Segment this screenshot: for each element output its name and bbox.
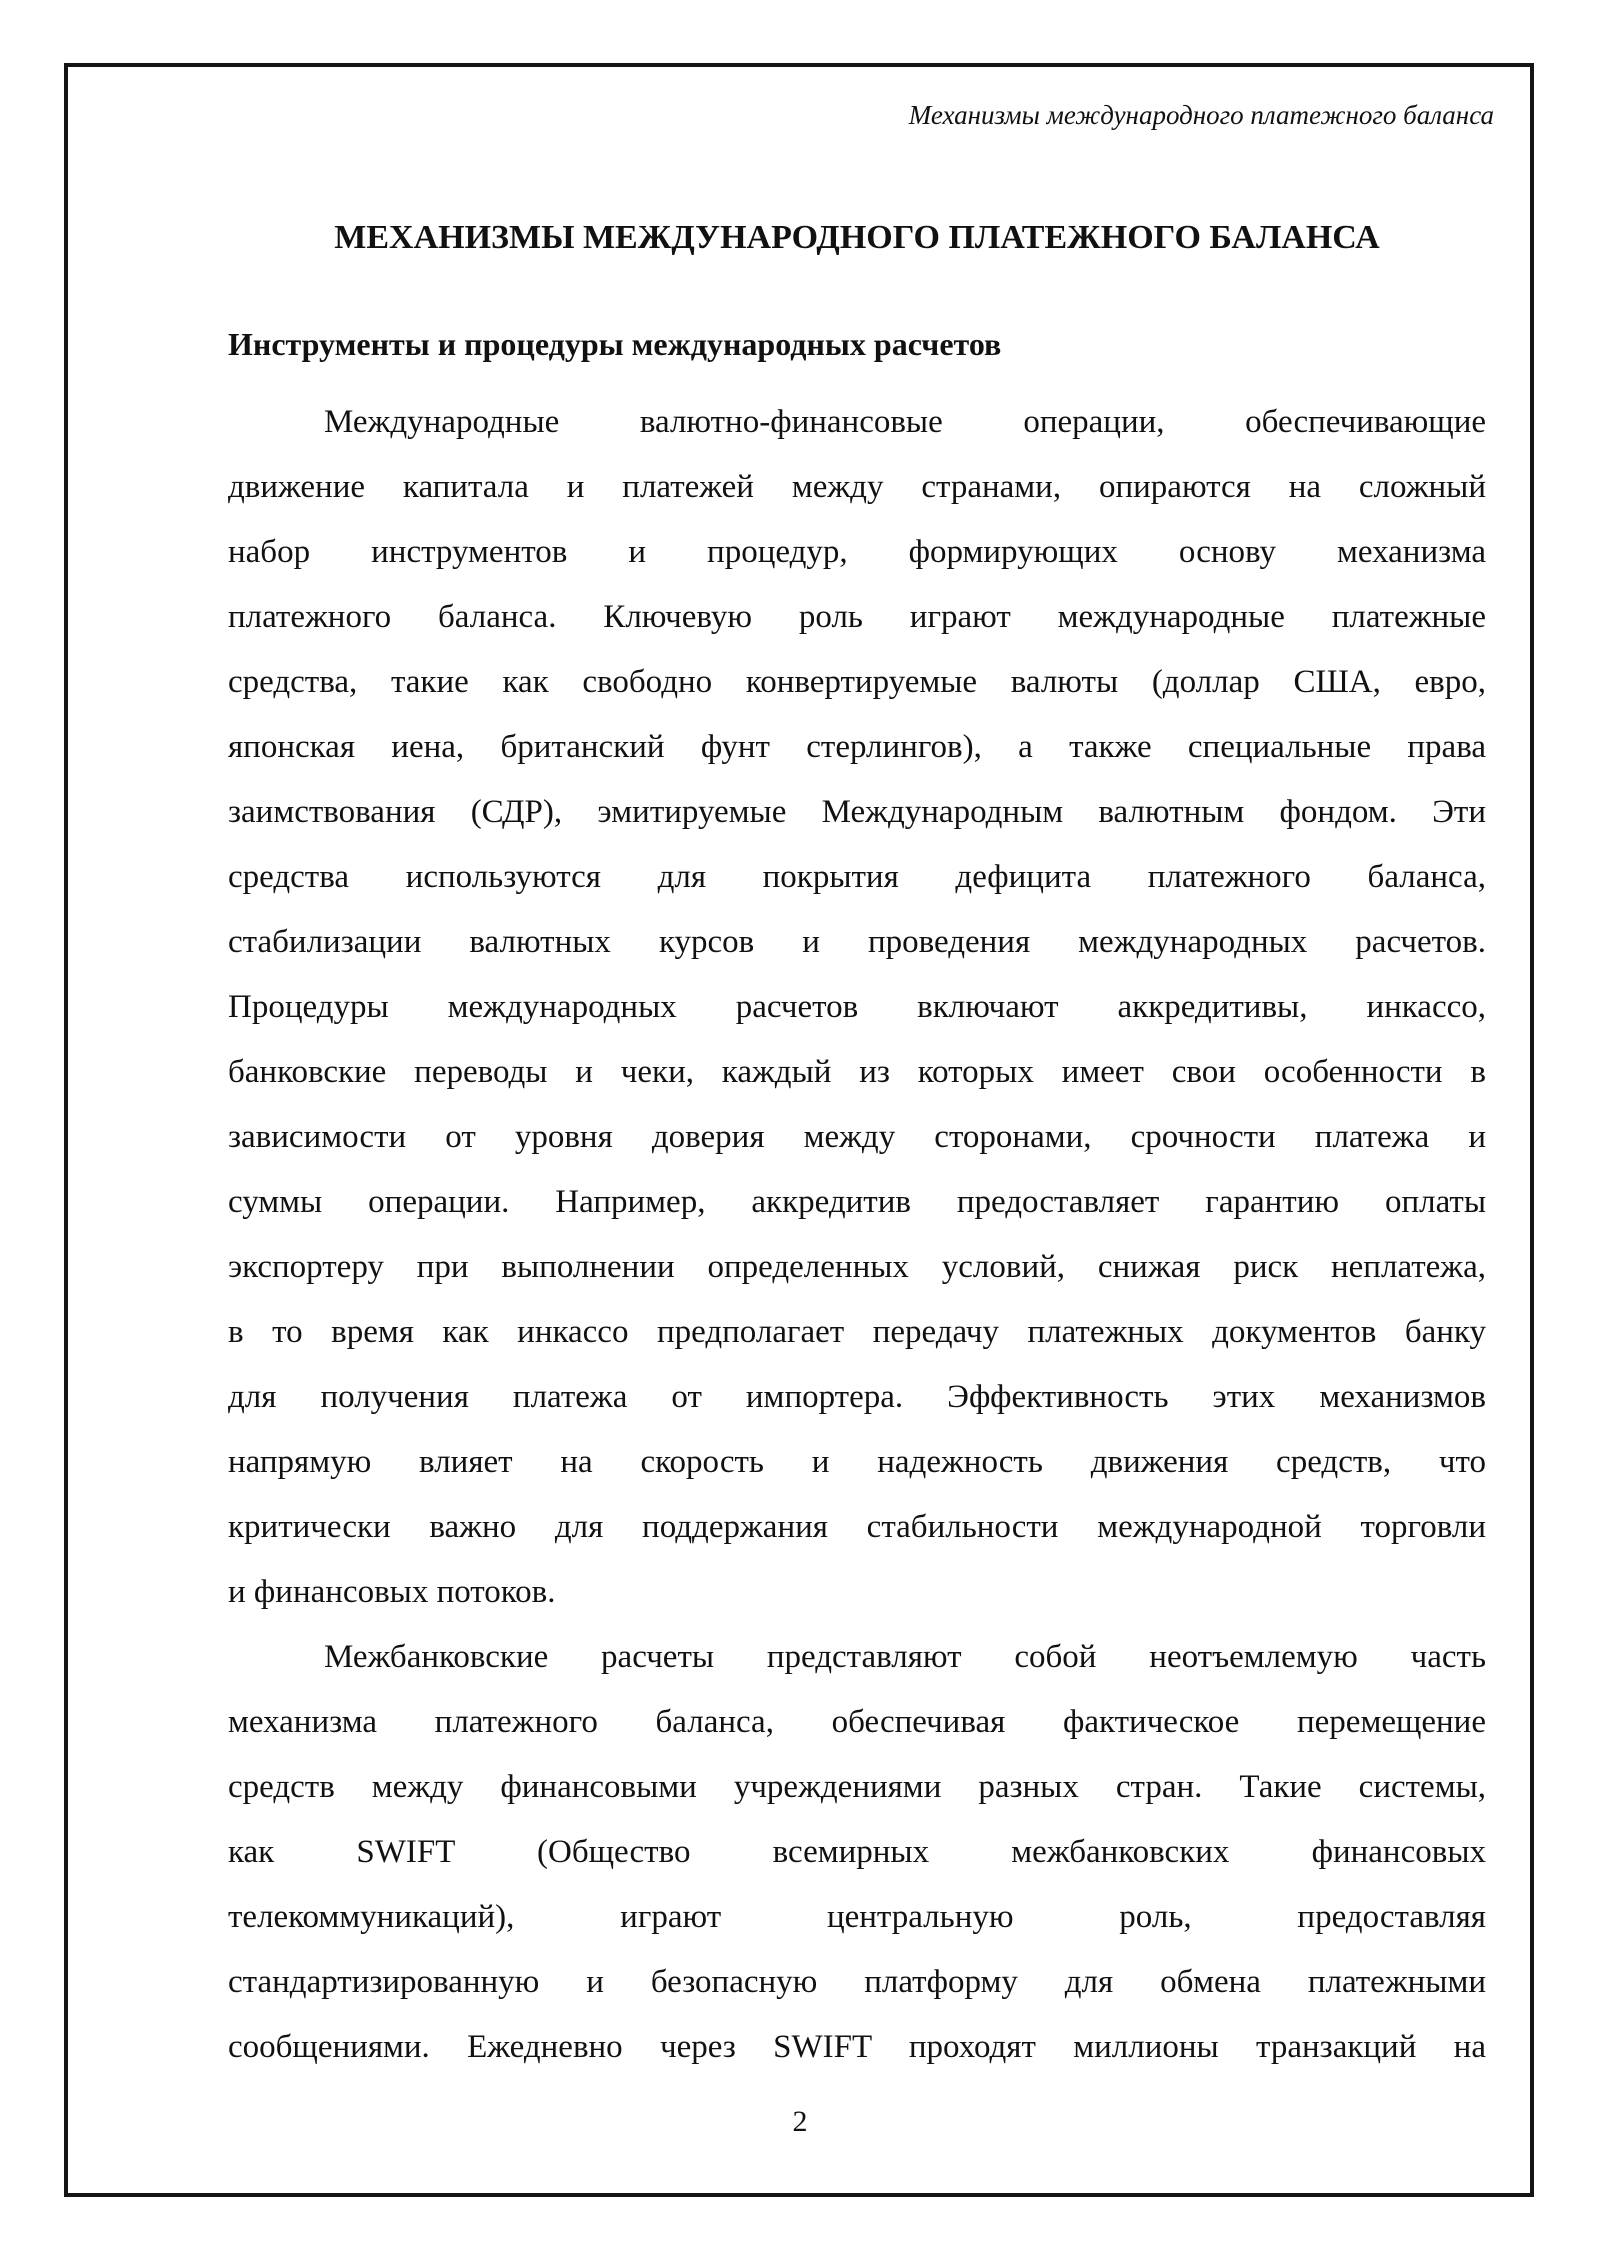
text-line: стабилизации валютных курсов и проведения международных расчетов. (228, 924, 1486, 960)
running-header: Механизмы международного платежного баланса (908, 100, 1494, 130)
text-line: заимствования (СДР), эмитируемые Международным валютным фондом. Эти (228, 794, 1486, 830)
text-line: суммы операции. Например, аккредитив предоставляет гарантию оплаты (228, 1184, 1486, 1220)
text-line: механизма платежного баланса, обеспечивая фактическое перемещение (228, 1704, 1486, 1740)
text-line: стандартизированную и безопасную платформу для обмена платежными (228, 1964, 1486, 2000)
text-line: и финансовых потоков. (228, 1574, 556, 1610)
text-line: экспортеру при выполнении определенных условий, снижая риск неплатежа, (228, 1249, 1486, 1285)
text-line: японская иена, британский фунт стерлингов), а также специальные права (228, 729, 1486, 765)
text-line: для получения платежа от импортера. Эффективность этих механизмов (228, 1379, 1486, 1415)
text-line: напрямую влияет на скорость и надежность движения средств, что (228, 1444, 1486, 1480)
text-line: в то время как инкассо предполагает передачу платежных документов банку (228, 1314, 1486, 1350)
text-line: Межбанковские расчеты представляют собой неотъемлемую часть (324, 1639, 1486, 1675)
text-line: сообщениями. Ежедневно через SWIFT проходят миллионы транзакций на (228, 2029, 1486, 2065)
section-heading: Инструменты и процедуры международных расчетов (228, 326, 1002, 362)
document-title: МЕХАНИЗМЫ МЕЖДУНАРОДНОГО ПЛАТЕЖНОГО БАЛАНСА (334, 219, 1380, 256)
text-line: средства используются для покрытия дефицита платежного баланса, (228, 859, 1486, 895)
text-line: банковские переводы и чеки, каждый из которых имеет свои особенности в (228, 1054, 1486, 1090)
text-line: средств между финансовыми учреждениями разных стран. Такие системы, (228, 1769, 1486, 1805)
paragraph-2 (228, 1625, 1486, 2080)
text-line: зависимости от уровня доверия между сторонами, срочности платежа и (228, 1119, 1486, 1155)
text-line: средства, такие как свободно конвертируемые валюты (доллар США, евро, (228, 664, 1486, 700)
document-body (228, 208, 1486, 2080)
text-line: Международные валютно-финансовые операции, обеспечивающие (324, 404, 1486, 440)
page-number: 2 (792, 2105, 808, 2138)
text-line: критически важно для поддержания стабильности международной торговли (228, 1509, 1486, 1545)
text-line: набор инструментов и процедур, формирующих основу механизма (228, 534, 1486, 570)
text-line: как SWIFT (Общество всемирных межбанковских финансовых (228, 1834, 1486, 1870)
text-line: платежного баланса. Ключевую роль играют международные платежные (228, 599, 1486, 635)
text-line: движение капитала и платежей между странами, опираются на сложный (228, 469, 1486, 505)
text-line: Процедуры международных расчетов включают аккредитивы, инкассо, (228, 989, 1486, 1025)
text-line: телекоммуникаций), играют центральную роль, предоставляя (228, 1899, 1486, 1935)
paragraph-1 (228, 390, 1486, 1625)
